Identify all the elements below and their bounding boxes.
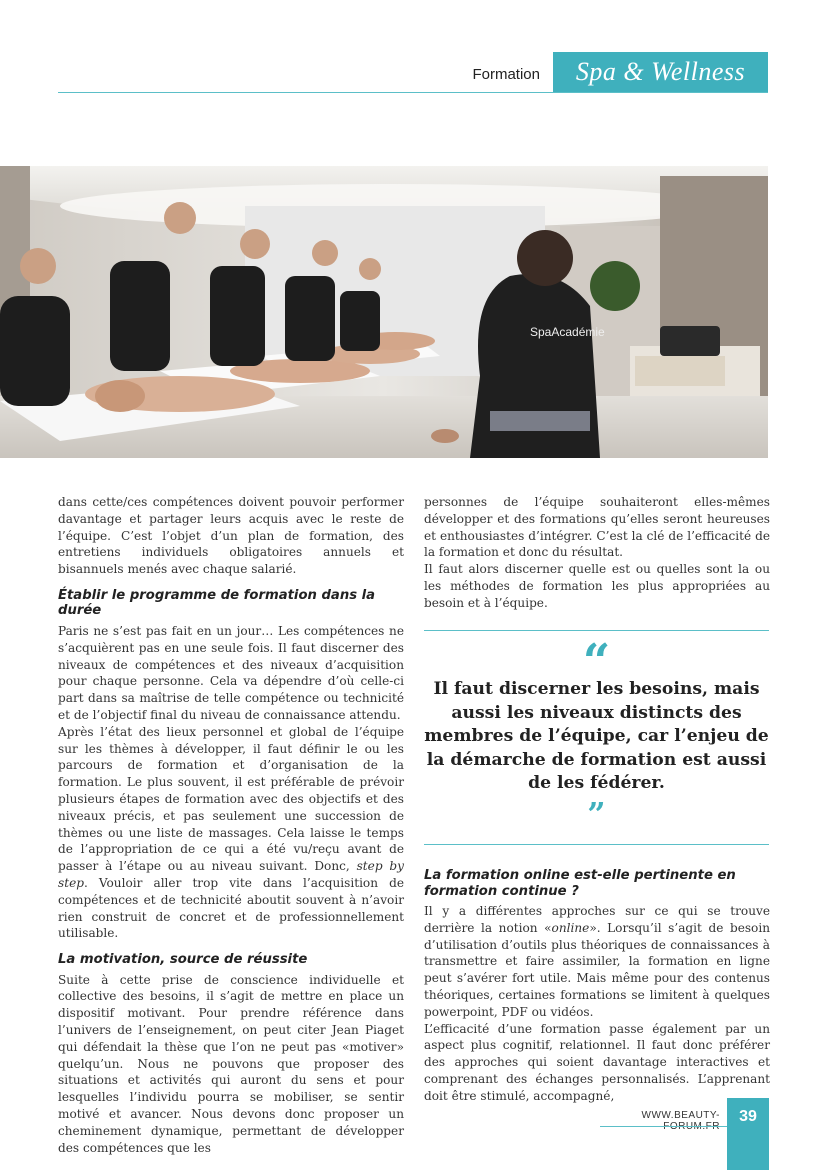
paragraph: dans cette/ces compétences doivent pouvoir performer davantage et partager leurs acquis avec le reste de l’équipe. C’est l’objet d’un plan de formation, des entretiens individuels obligatoires annuels et bisannuels menés avec chaque salarié. — [58, 495, 404, 577]
footer-divider — [600, 1126, 727, 1127]
text-run: Il y a différentes approches sur ce qui se trouve derrière la notion « — [424, 904, 770, 935]
paragraph: Suite à cette prise de conscience individuelle et collective des besoins, il s’agit de mettre en place un dispositif motivant. Pour prendre référence dans l’univers de l’enseignement, on peut citer Jean Piaget qui défendait la thèse que l’on ne peut pas «motiver» quelqu’un. Nous ne pouvons que proposer des situations et activités qui auront du sens et pour lesquelles l’individu pourra se mobiliser, se sentir motivé et avancer. Nous devons donc proposer un cheminement dynamique, permettant de développer des compétences que les — [58, 972, 404, 1155]
quote-divider-bottom — [424, 844, 769, 845]
paragraph: personnes de l’équipe souhaiteront elles-mêmes développer et des formations qu’elles seront heureuses et enthousiastes d’intégrer. C’est la clé de l’efficacité de la formation et donc du résultat. — [424, 495, 770, 560]
emphasis: step by step — [58, 859, 404, 890]
text-run: ». Lorsqu’il s’agit de besoin d’utilisation d’outils plus théoriques de connaissances à transmettre et faire assimiler, la formation en ligne peut s’avérer fort utile. Mais même pour des contenus théoriques, certaines formations se limitent à quelques powerpoint, PDF ou vidéos. — [424, 920, 770, 1019]
paragraph: L’efficacité d’une formation passe également par un aspect plus cognitif, relationnel. Il faut donc préférer des approches qui soient davantage interactives et comprenant des échanges personnalisés. L’apprenant doit être stimulé, accompagné, — [424, 1021, 770, 1103]
section-heading: Établir le programme de formation dans la durée — [58, 587, 376, 619]
right-column-lower — [424, 868, 770, 1105]
website-url: WWW.BEAUTY- — [641, 1110, 720, 1121]
page-number: 39 — [727, 1098, 769, 1170]
left-column — [58, 494, 404, 1156]
paragraph — [58, 724, 404, 942]
plant — [590, 261, 640, 311]
close-quote-icon: ” — [587, 795, 606, 833]
bag — [660, 326, 720, 356]
section-heading: La motivation, source de réussite — [58, 952, 308, 968]
quote-divider-top — [424, 630, 769, 631]
section-label: Formation — [472, 66, 540, 83]
emphasis: online — [551, 920, 590, 935]
uniform-logo-text: SpaAcadémie — [530, 325, 605, 339]
paragraph: Paris ne s’est pas fait en un jour… Les compétences ne s’acquièrent pas en une seule fois. Il faut discerner des niveaux de compétences et des niveaux d’acquisition pour chaque personne. Cela va dépendre d’où celle-ci part dans sa maîtrise de telle compétence ou technicité et de l’objectif final du niveau de connaissance attendu. — [58, 623, 404, 722]
training-photo-illustration — [0, 166, 768, 458]
section-heading: La formation online est-elle pertinente en formation continue ? — [424, 868, 736, 899]
open-quote-icon: “ — [582, 634, 611, 690]
quote-text: Il faut discerner les besoins, mais aussi les niveaux distincts des membres de l’équipe, car l’enjeu de la démarche de formation est aussi de les fédérer. — [424, 679, 769, 793]
text-run: Après l’état des lieux personnel et global de l’équipe sur les thèmes à développer, il faut définir le ou les parcours de formation et d’organisation de la formation. Le plus souvent, il est préférable de prévoir plusieurs étapes de formation avec des objectifs et des niveaux précis, et pas seulement une succession de thèmes ou une liste de massages. Cela laisse le temps de l’appropriation de ce qui a été vu/reçu avant de passer à l’étape ou au niveau suivant. Donc, — [58, 724, 404, 874]
paragraph — [424, 903, 770, 1021]
training-photo — [0, 166, 768, 458]
paragraph: Il faut alors discerner quelle est ou quelles sont la ou les méthodes de formation les plus appropriées au besoin et à l’équipe. — [424, 562, 770, 610]
section-tag: Spa & Wellness — [553, 52, 768, 92]
header-divider — [58, 92, 768, 93]
pull-quote — [424, 630, 769, 845]
right-column — [424, 494, 770, 612]
text-run: . Vouloir aller trop vite dans l’acquisition de compétences et de technicité aboutit souvent à n’avoir rien construit de concret et de professionnellement utilisable. — [58, 875, 404, 941]
